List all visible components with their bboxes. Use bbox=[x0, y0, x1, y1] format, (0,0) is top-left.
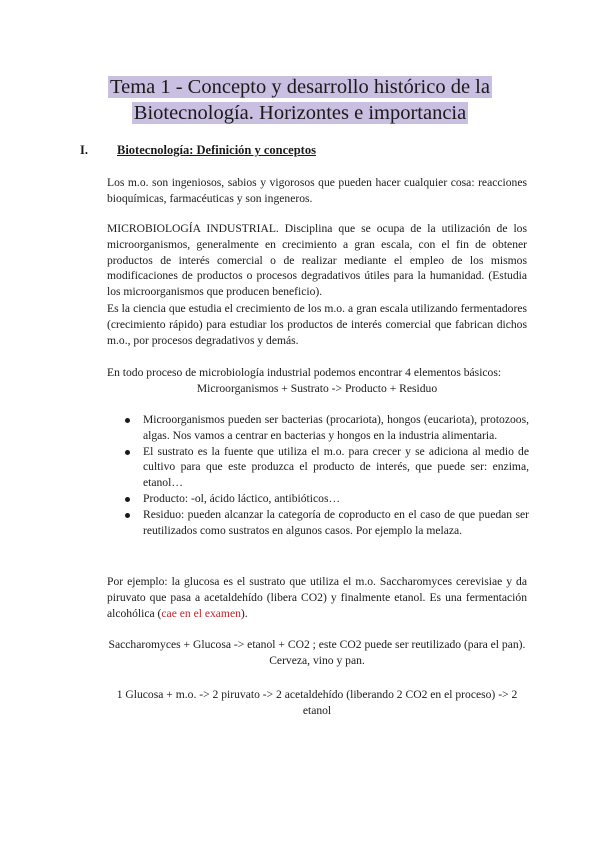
section-number: I. bbox=[80, 143, 88, 157]
paragraph-science: Es la ciencia que estudia el crecimiento de los m.o. a gran escala utilizando fermentadores (crecimiento rápido) para estudiar los productos de interés comercial que fabrican dichos m.o., por procesos degradativos y demás. bbox=[107, 302, 527, 347]
section-heading bbox=[80, 143, 316, 158]
list-item: Producto: -ol, ácido láctico, antibióticos… bbox=[125, 491, 529, 507]
paragraph-elements: En todo proceso de microbiología industrial podemos encontrar 4 elementos básicos: bbox=[107, 366, 502, 379]
exam-note: cae en el examen bbox=[161, 606, 241, 620]
paragraph-intro: Los m.o. son ingeniosos, sabios y vigorosos que pueden hacer cualquier cosa: reacciones bioquímicas, farmacéuticas y son ingeneros. bbox=[107, 176, 527, 205]
elements-formula: Microorganismos + Sustrato -> Producto + Residuo bbox=[196, 382, 438, 395]
title-line-1: Tema 1 - Concepto y desarrollo histórico de la bbox=[110, 76, 490, 98]
page-title bbox=[80, 74, 520, 126]
list-item: El sustrato es la fuente que utiliza el m.o. para crecer y se adiciona al medio de cultivo para que este produzca el producto de interés, que puede ser: enzima, etanol… bbox=[125, 444, 529, 491]
elements-list bbox=[125, 412, 529, 538]
example-text: Por ejemplo: la glucosa es el sustrato que utiliza el m.o. Saccharomyces cerevisiae y da piruvato que pasa a acetaldehído (libera CO2) y finalmente etanol. Es una fermentación alcohólica ( bbox=[107, 575, 527, 620]
title-line-2: Biotecnología. Horizontes e importancia bbox=[133, 102, 467, 124]
paragraph-definition: MICROBIOLOGÍA INDUSTRIAL. Disciplina que se ocupa de la utilización de los microorganismos, generalmente en crecimiento a gran escala, con el fin de obtener productos de interés comercial o de realizar mediante el empleo de los mismos modificaciones de productos o procesos degradativos útiles para la humanidad. (Estudia los microorganismos que producen beneficio). bbox=[107, 222, 527, 299]
glucose-pathway: 1 Glucosa + m.o. -> 2 piruvato -> 2 acetaldehído (liberando 2 CO2 en el proceso) -> 2 etanol bbox=[116, 688, 518, 717]
example-text-end: ). bbox=[240, 606, 248, 620]
paragraph-example bbox=[107, 574, 527, 621]
section-title: Biotecnología: Definición y conceptos bbox=[117, 143, 316, 157]
fermentation-equation: Saccharomyces + Glucosa -> etanol + CO2 ; este CO2 puede ser reutilizado (para el pan). Cerveza, vino y pan. bbox=[108, 638, 526, 667]
list-item: Residuo: pueden alcanzar la categoría de coproducto en el caso de que puedan ser reutilizados como sustratos en algunos casos. Por ejemplo la melaza. bbox=[125, 507, 529, 539]
list-item: Microorganismos pueden ser bacterias (procariota), hongos (eucariota), protozoos, algas. Nos vamos a centrar en bacterias y hongos en la industria alimentaria. bbox=[125, 412, 529, 444]
